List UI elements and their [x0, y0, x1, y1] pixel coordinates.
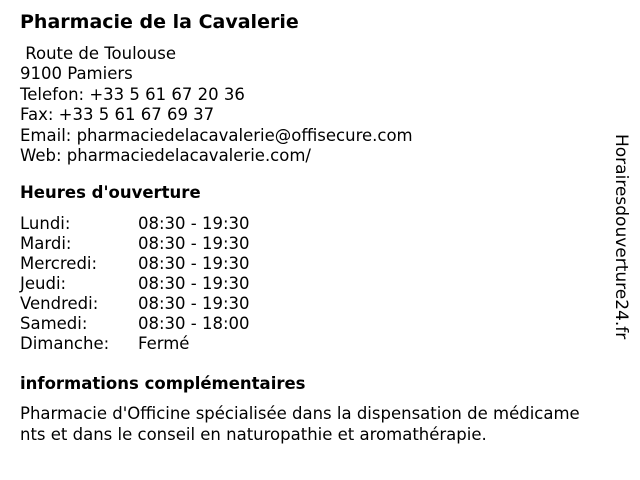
hours-value: 08:30 - 19:30: [138, 234, 250, 253]
day-label: Samedi:: [20, 314, 88, 333]
hours-value: 08:30 - 19:30: [138, 274, 250, 293]
hours-value: 08:30 - 18:00: [138, 314, 250, 333]
day-label: Mardi:: [20, 234, 72, 253]
info-line: Pharmacie d'Officine spécialisée dans la dispensation de médicame: [20, 404, 580, 423]
address-city: 9100 Pamiers: [20, 64, 133, 84]
fax: Fax: +33 5 61 67 69 37: [20, 105, 215, 125]
info-line: nts et dans le conseil en naturopathie et aromathérapie.: [20, 424, 487, 444]
hours-value: 08:30 - 19:30: [138, 294, 250, 313]
hours-value: Fermé: [138, 334, 190, 353]
site-watermark: Horairesdouverture24.fr: [611, 134, 631, 340]
opening-hours-heading: Heures d'ouverture: [20, 183, 201, 202]
hours-value: 08:30 - 19:30: [138, 214, 250, 233]
email: Email: pharmaciedelacavalerie@offisecure.com: [20, 125, 413, 145]
pharmacy-name: Pharmacie de la Cavalerie: [20, 11, 299, 33]
day-label: Vendredi:: [20, 294, 99, 313]
additional-info-text: [20, 404, 606, 445]
telephone: Telefon: +33 5 61 67 20 36: [20, 84, 245, 104]
day-label: Jeudi:: [20, 274, 67, 293]
additional-info-heading: informations complémentaires: [20, 374, 306, 393]
address-street: Route de Toulouse: [20, 44, 176, 63]
day-label: Dimanche:: [20, 334, 110, 353]
day-label: Mercredi:: [20, 254, 98, 273]
hours-value: 08:30 - 19:30: [138, 254, 250, 273]
contact-block: [20, 44, 413, 166]
website: Web: pharmaciedelacavalerie.com/: [20, 145, 311, 165]
day-label: Lundi:: [20, 214, 71, 233]
